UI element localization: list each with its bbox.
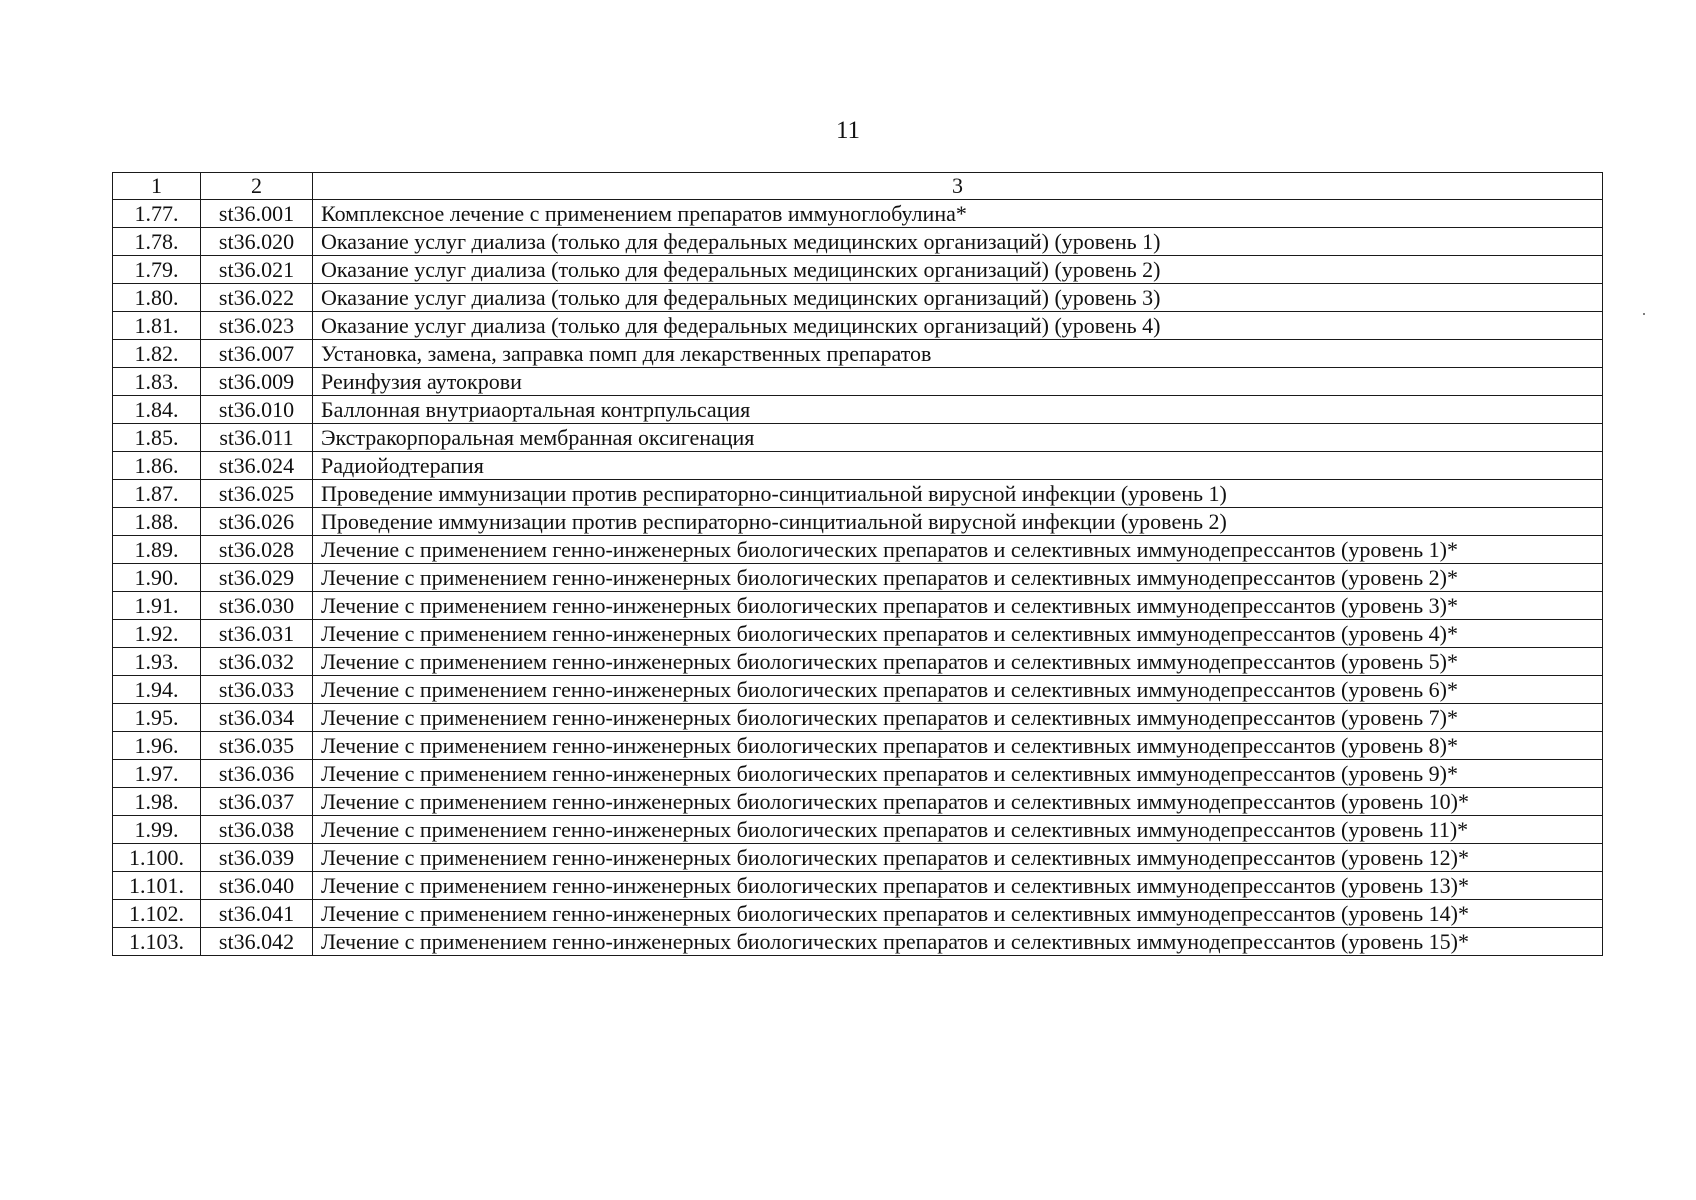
row-code-cell: st36.033 (201, 676, 313, 704)
table-row (113, 872, 1603, 900)
row-description-cell: Проведение иммунизации против респираторно-синцитиальной вирусной инфекции (уровень 1) (313, 480, 1603, 508)
row-code-cell: st36.039 (201, 844, 313, 872)
row-number-cell: 1.99. (113, 816, 201, 844)
row-code-cell: st36.010 (201, 396, 313, 424)
row-description-cell: Лечение с применением генно-инженерных биологических препаратов и селективных иммунодепрессантов (уровень 7)* (313, 704, 1603, 732)
row-code-cell: st36.024 (201, 452, 313, 480)
row-code-cell: st36.034 (201, 704, 313, 732)
row-description-cell: Радиойодтерапия (313, 452, 1603, 480)
row-number-cell: 1.94. (113, 676, 201, 704)
row-code-cell: st36.028 (201, 536, 313, 564)
row-description-cell: Установка, замена, заправка помп для лекарственных препаратов (313, 340, 1603, 368)
row-number-cell: 1.86. (113, 452, 201, 480)
table-row (113, 816, 1603, 844)
row-number-cell: 1.93. (113, 648, 201, 676)
row-description-cell: Реинфузия аутокрови (313, 368, 1603, 396)
table-row (113, 200, 1603, 228)
row-number-cell: 1.79. (113, 256, 201, 284)
table-row (113, 284, 1603, 312)
table-row (113, 396, 1603, 424)
table-row (113, 648, 1603, 676)
row-number-cell: 1.87. (113, 480, 201, 508)
table-row (113, 536, 1603, 564)
row-number-cell: 1.91. (113, 592, 201, 620)
row-description-cell: Оказание услуг диализа (только для федеральных медицинских организаций) (уровень 3) (313, 284, 1603, 312)
header-cell-col-2: 2 (201, 173, 313, 200)
row-number-cell: 1.96. (113, 732, 201, 760)
row-number-cell: 1.101. (113, 872, 201, 900)
row-description-cell: Лечение с применением генно-инженерных биологических препаратов и селективных иммунодепрессантов (уровень 11)* (313, 816, 1603, 844)
scan-speck (1643, 313, 1645, 315)
page-number: 11 (835, 117, 861, 144)
table-row (113, 424, 1603, 452)
row-number-cell: 1.83. (113, 368, 201, 396)
row-code-cell: st36.021 (201, 256, 313, 284)
table-row (113, 508, 1603, 536)
header-cell-col-1: 1 (113, 173, 201, 200)
row-code-cell: st36.011 (201, 424, 313, 452)
row-number-cell: 1.89. (113, 536, 201, 564)
row-number-cell: 1.82. (113, 340, 201, 368)
row-description-cell: Комплексное лечение с применением препаратов иммуноглобулина* (313, 200, 1603, 228)
row-number-cell: 1.88. (113, 508, 201, 536)
row-description-cell: Лечение с применением генно-инженерных биологических препаратов и селективных иммунодепрессантов (уровень 4)* (313, 620, 1603, 648)
row-description-cell: Лечение с применением генно-инженерных биологических препаратов и селективных иммунодепрессантов (уровень 10)* (313, 788, 1603, 816)
row-code-cell: st36.023 (201, 312, 313, 340)
table-row (113, 760, 1603, 788)
row-code-cell: st36.030 (201, 592, 313, 620)
table-row (113, 564, 1603, 592)
row-description-cell: Лечение с применением генно-инженерных биологических препаратов и селективных иммунодепрессантов (уровень 5)* (313, 648, 1603, 676)
table-row (113, 928, 1603, 956)
row-code-cell: st36.022 (201, 284, 313, 312)
row-description-cell: Лечение с применением генно-инженерных биологических препаратов и селективных иммунодепрессантов (уровень 13)* (313, 872, 1603, 900)
row-number-cell: 1.103. (113, 928, 201, 956)
row-description-cell: Лечение с применением генно-инженерных биологических препаратов и селективных иммунодепрессантов (уровень 15)* (313, 928, 1603, 956)
table-row (113, 312, 1603, 340)
table-row (113, 340, 1603, 368)
row-number-cell: 1.81. (113, 312, 201, 340)
row-code-cell: st36.035 (201, 732, 313, 760)
row-number-cell: 1.98. (113, 788, 201, 816)
row-description-cell: Оказание услуг диализа (только для федеральных медицинских организаций) (уровень 2) (313, 256, 1603, 284)
row-description-cell: Лечение с применением генно-инженерных биологических препаратов и селективных иммунодепрессантов (уровень 9)* (313, 760, 1603, 788)
table-row (113, 368, 1603, 396)
row-code-cell: st36.040 (201, 872, 313, 900)
row-code-cell: st36.036 (201, 760, 313, 788)
services-table (112, 172, 1603, 956)
row-number-cell: 1.102. (113, 900, 201, 928)
table-row (113, 256, 1603, 284)
row-code-cell: st36.032 (201, 648, 313, 676)
row-description-cell: Оказание услуг диализа (только для федеральных медицинских организаций) (уровень 1) (313, 228, 1603, 256)
row-number-cell: 1.84. (113, 396, 201, 424)
row-code-cell: st36.007 (201, 340, 313, 368)
table-row (113, 592, 1603, 620)
row-code-cell: st36.029 (201, 564, 313, 592)
table-row (113, 480, 1603, 508)
row-number-cell: 1.90. (113, 564, 201, 592)
table-row (113, 732, 1603, 760)
row-code-cell: st36.037 (201, 788, 313, 816)
row-code-cell: st36.020 (201, 228, 313, 256)
row-number-cell: 1.80. (113, 284, 201, 312)
table-row (113, 844, 1603, 872)
table-row (113, 228, 1603, 256)
row-description-cell: Лечение с применением генно-инженерных биологических препаратов и селективных иммунодепрессантов (уровень 14)* (313, 900, 1603, 928)
table-row (113, 620, 1603, 648)
row-description-cell: Экстракорпоральная мембранная оксигенация (313, 424, 1603, 452)
row-number-cell: 1.100. (113, 844, 201, 872)
row-code-cell: st36.026 (201, 508, 313, 536)
row-number-cell: 1.92. (113, 620, 201, 648)
row-code-cell: st36.038 (201, 816, 313, 844)
row-code-cell: st36.009 (201, 368, 313, 396)
row-description-cell: Лечение с применением генно-инженерных биологических препаратов и селективных иммунодепрессантов (уровень 8)* (313, 732, 1603, 760)
row-code-cell: st36.001 (201, 200, 313, 228)
table-row (113, 900, 1603, 928)
row-number-cell: 1.85. (113, 424, 201, 452)
table-row (113, 704, 1603, 732)
row-number-cell: 1.95. (113, 704, 201, 732)
row-description-cell: Баллонная внутриаортальная контрпульсация (313, 396, 1603, 424)
row-code-cell: st36.042 (201, 928, 313, 956)
table-row (113, 676, 1603, 704)
row-description-cell: Оказание услуг диализа (только для федеральных медицинских организаций) (уровень 4) (313, 312, 1603, 340)
row-description-cell: Лечение с применением генно-инженерных биологических препаратов и селективных иммунодепрессантов (уровень 2)* (313, 564, 1603, 592)
row-number-cell: 1.78. (113, 228, 201, 256)
row-number-cell: 1.77. (113, 200, 201, 228)
table-row (113, 452, 1603, 480)
table-header-row (113, 173, 1603, 200)
row-description-cell: Лечение с применением генно-инженерных биологических препаратов и селективных иммунодепрессантов (уровень 6)* (313, 676, 1603, 704)
table-row (113, 788, 1603, 816)
row-description-cell: Проведение иммунизации против респираторно-синцитиальной вирусной инфекции (уровень 2) (313, 508, 1603, 536)
table-body (113, 173, 1603, 956)
row-description-cell: Лечение с применением генно-инженерных биологических препаратов и селективных иммунодепрессантов (уровень 3)* (313, 592, 1603, 620)
header-cell-col-3: 3 (313, 173, 1603, 200)
row-code-cell: st36.025 (201, 480, 313, 508)
row-description-cell: Лечение с применением генно-инженерных биологических препаратов и селективных иммунодепрессантов (уровень 1)* (313, 536, 1603, 564)
row-code-cell: st36.031 (201, 620, 313, 648)
row-description-cell: Лечение с применением генно-инженерных биологических препаратов и селективных иммунодепрессантов (уровень 12)* (313, 844, 1603, 872)
row-code-cell: st36.041 (201, 900, 313, 928)
row-number-cell: 1.97. (113, 760, 201, 788)
